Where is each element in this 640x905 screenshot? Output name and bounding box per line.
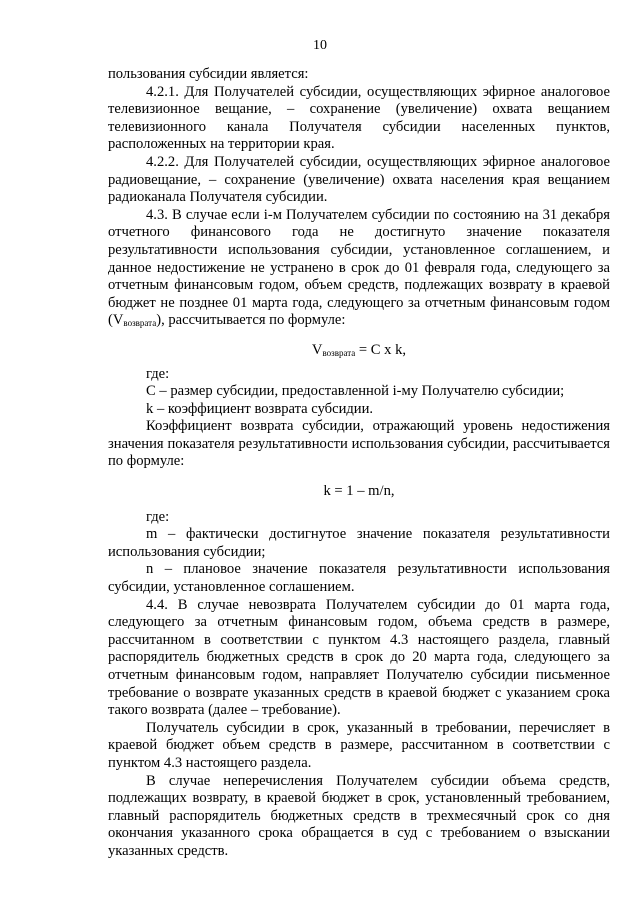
page-number: 10 [313,38,327,53]
formula-v: V [311,341,323,358]
paragraph-4-2-1: 4.2.1. Для Получателей субсидии, осуществляющих эфирное аналоговое телевизионное вещание, – сохранение (увеличение) охвата вещанием телевизионного канала Получателя субсидии населенных пунктов, расположенных на территории края. [108,83,610,153]
paragraph-4-3-subscript: возврата [123,318,157,329]
paragraph-4-3 [108,207,610,330]
definition-n: n – плановое значение показателя результативности использования субсидии, установленное соглашением. [108,561,610,596]
document-text [108,66,610,861]
paragraph-non-transfer: В случае неперечисления Получателем субсидии объема средств, подлежащих возврату, в краевой бюджет в срок, установленный требованием, главный распорядитель бюджетных средств в трехмесячный срок со дня окончания указанного срока обращается в суд с требованием о взыскании указанных средств. [108,772,610,859]
paragraph-coefficient: Коэффициент возврата субсидии, отражающий уровень недостижения значения показателя результативности использования субсидии, рассчитывается по формуле: [108,418,610,470]
paragraph-4-3-end: ), рассчитывается по формуле: [156,312,346,329]
paragraph-4-3-text: 4.3. В случае если i-м Получателем субсидии по состоянию на 31 декабря отчетного финансового года не достигнуто значение показателя результативности использования субсидии, установленное соглашением, и данное недостижение не устранено в срок до 01 февраля года, следующего за отчетным финансовым годом, объем средств, подлежащих возврату в краевой бюджет не позднее 01 марта года, следующего за отчетным финансовым годом (V [108,206,610,329]
formula-return-amount [108,342,610,360]
paragraph-4-2-2: 4.2.2. Для Получателей субсидии, осуществляющих эфирное аналоговое радиовещание, – сохранение (увеличение) охвата населения края вещанием радиоканала Получателя субсидии. [108,153,610,206]
definition-k: k – коэффициент возврата субсидии. [146,400,374,417]
paragraph-4-4: 4.4. В случае невозврата Получателем субсидии до 01 марта года, следующего за отчетным финансовым годом, объема средств в размере, рассчитанном в соответствии с пунктом 4.3 настоящего раздела, главный распорядитель бюджетных средств в срок до 20 марта года, следующего за отчетным финансовым годом, направляет Получателю субсидии письменное требование о возврате указанных средств в краевой бюджет с указанием срока такого возврата (далее – требование). [108,596,610,719]
where-label-1: где: [146,365,170,382]
paragraph-recipient-transfer: Получатель субсидии в срок, указанный в требовании, перечисляет в краевой бюджет объем средств в размере, рассчитанном в соответствии с пунктом 4.3 настоящего раздела. [108,719,610,771]
formula-v-subscript: возврата [322,347,356,358]
formula-coefficient: k = 1 – m/n, [323,483,395,500]
formula-v-rest: = C x k, [355,341,407,358]
where-label-2: где: [146,508,170,525]
paragraph-continuation: пользования субсидии является: [108,66,309,82]
definition-c: C – размер субсидии, предоставленной i-му Получателю субсидии; [146,383,565,400]
definition-m: m – фактически достигнутое значение показателя результативности использования субсидии; [108,526,610,560]
